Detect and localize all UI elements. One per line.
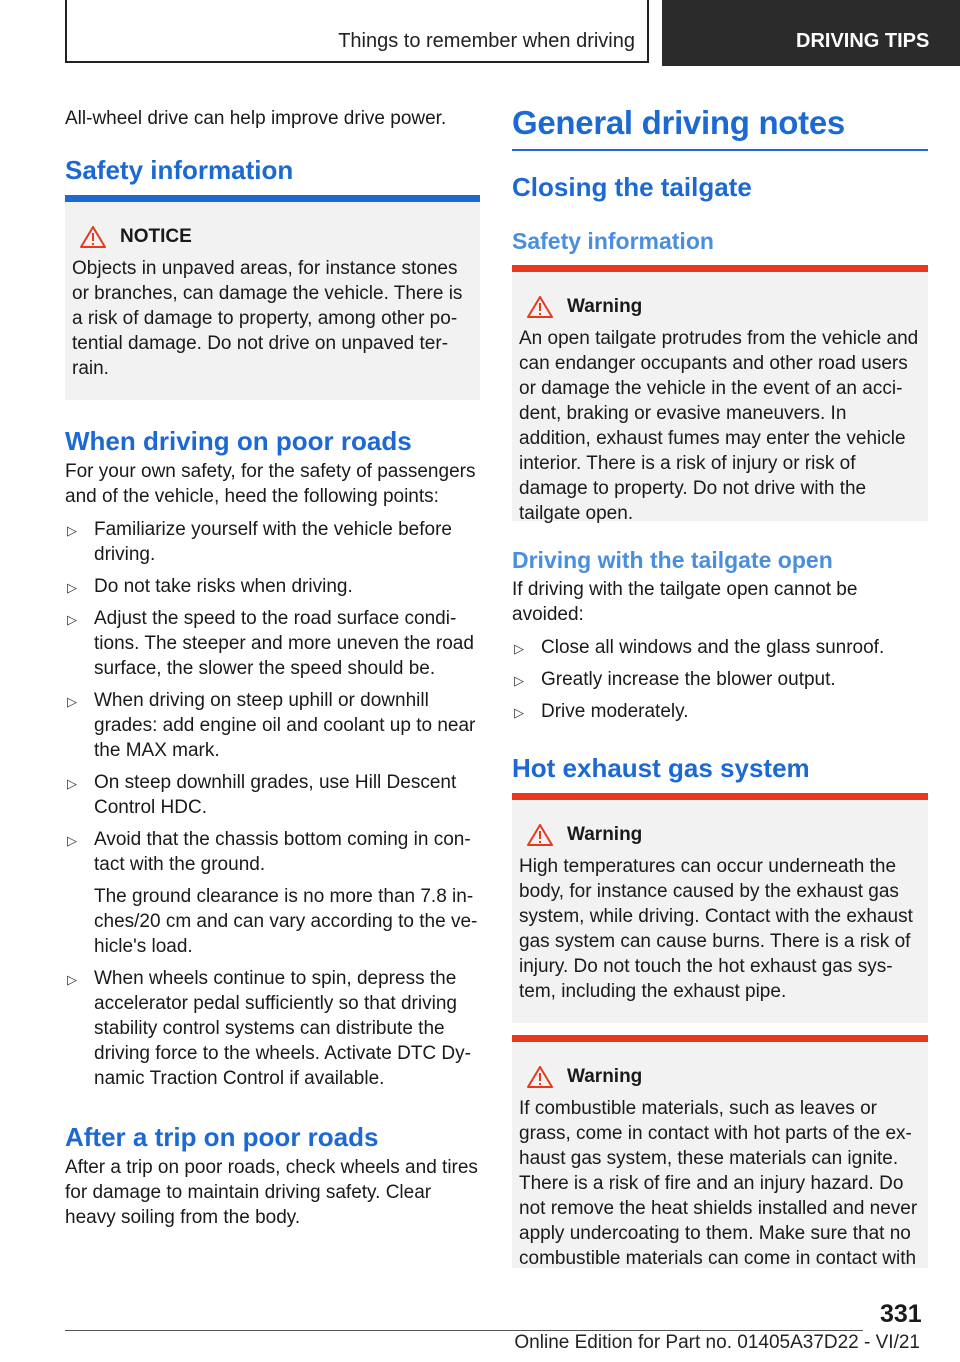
exhaust-warning-box [512, 793, 928, 1023]
intro-text: All-wheel drive can help improve drive power. [65, 108, 447, 129]
notice-text: Objects in unpaved areas, for instance stones or branches, can damage the vehicle. There is a risk of damage to property, among other potential damage. Do not drive on unpaved terrain. [72, 258, 463, 379]
warning-label: Warning [567, 296, 643, 317]
tailgate-open-list [512, 635, 928, 724]
warning-header [519, 1064, 921, 1090]
poor-roads-list [65, 517, 480, 1091]
general-driving-notes-heading: General driving notes [512, 104, 845, 141]
poor-roads-intro: For your own safety, for the safety of passengers and of the vehicle, heed the following points: [65, 461, 476, 507]
list-item: ▷ Drive moderately. [512, 699, 928, 724]
list-item: ▷ On steep downhill grades, use Hill Descent Control HDC. [67, 772, 457, 818]
warning-triangle-icon [527, 824, 553, 846]
footer-edition: Online Edition for Part no. 01405A37D22 - VI/21 [514, 1332, 920, 1353]
warning-text: High temperatures can occur underneath the body, for instance caused by the exhaust gas system, while driving. Contact with the exhaust gas system can cause burns. There is a risk of injury. Do not touch the hot exhaust gas system, including the exhaust pipe. [519, 856, 913, 1002]
after-trip-text: After a trip on poor roads, check wheels and tires for damage to maintain driving safety. Clear heavy soiling from the body. [65, 1157, 478, 1228]
footer-rule [65, 1330, 863, 1331]
header-section-title: Things to remember when driving [338, 30, 635, 52]
triangle-bullet-icon: ▷ [514, 705, 524, 720]
poor-roads-heading: When driving on poor roads [65, 426, 412, 456]
triangle-bullet-icon: ▷ [67, 612, 77, 627]
combustible-warning-box [512, 1035, 928, 1268]
notice-label: NOTICE [120, 226, 192, 247]
notice-header [72, 224, 473, 250]
after-trip-section [65, 1121, 480, 1230]
triangle-bullet-icon: ▷ [514, 673, 524, 688]
warning-label: Warning [567, 1066, 643, 1087]
ground-clearance-note: The ground clearance is no more than 7.8 inches/20 cm and can vary according to the vehicle's load. [94, 886, 478, 957]
list-item: ▷ Close all windows and the glass sunroof. [512, 635, 928, 660]
page-header [0, 0, 960, 66]
warning-text: If combustible materials, such as leaves or grass, come in contact with hot parts of the exhaust gas system, these materials can ignite. There is a risk of fire and an injury hazard. Do not remove the heat shields installed and never apply undercoating to them. Make sure that no combustible materials can come in contact with [519, 1098, 918, 1268]
heading-rule [512, 149, 928, 151]
closing-tailgate-heading: Closing the tailgate [512, 172, 752, 202]
warning-triangle-icon [80, 226, 106, 248]
triangle-bullet-icon: ▷ [67, 972, 77, 987]
triangle-bullet-icon: ▷ [514, 641, 524, 656]
tailgate-open-section [512, 545, 928, 731]
header-chapter-tab[interactable]: DRIVING TIPS [662, 0, 960, 66]
poor-roads-section [65, 425, 480, 1098]
page-number: 331 [880, 1300, 922, 1328]
warning-label: Warning [567, 824, 643, 845]
list-item: ▷ Avoid that the chassis bottom coming in contact with the ground. The ground clearance is no more than 7.8 inches/20 cm and can vary according to the vehicle's load. [65, 827, 480, 959]
warning-triangle-icon [527, 296, 553, 318]
list-item: ▷ When driving on steep uphill or downhill grades: add engine oil and coolant up to near the MAX mark. [67, 690, 476, 761]
list-item: ▷ Greatly increase the blower output. [512, 667, 928, 692]
list-item: ▷ Adjust the speed to the road surface conditions. The steeper and more uneven the road surface, the slower the speed should be. [67, 608, 474, 679]
list-item: ▷ When wheels continue to spin, depress the accelerator pedal sufficiently so that driving stability control systems can distribute the driving force to the wheels. Activate DTC Dynamic Traction Control if available. [67, 968, 471, 1089]
after-trip-heading: After a trip on poor roads [65, 1122, 379, 1152]
triangle-bullet-icon: ▷ [67, 523, 77, 538]
triangle-bullet-icon: ▷ [67, 580, 77, 595]
warning-text: An open tailgate protrudes from the vehicle and can endanger occupants and other road users or damage the vehicle in the event of an accident, braking or evasive maneuvers. In addition, exhaust fumes may enter the vehicle interior. There is a risk of injury or risk of damage to property. Do not drive with the tailgate open. [519, 328, 919, 524]
general-notes-heading-block [512, 103, 928, 151]
warning-header [519, 822, 921, 848]
triangle-bullet-icon: ▷ [67, 833, 77, 848]
warning-header [519, 294, 921, 320]
tailgate-open-heading: Driving with the tailgate open [512, 547, 833, 573]
triangle-bullet-icon: ▷ [67, 694, 77, 709]
safety-information-heading: Safety information [65, 155, 294, 185]
hot-exhaust-heading: Hot exhaust gas system [512, 753, 810, 783]
tailgate-warning-box [512, 265, 928, 524]
list-item: ▷ Familiarize yourself with the vehicle before driving. [67, 519, 452, 565]
triangle-bullet-icon: ▷ [67, 776, 77, 791]
notice-box [65, 195, 480, 400]
tailgate-safety-heading: Safety information [512, 228, 714, 254]
list-item: ▷ Do not take risks when driving. [65, 574, 480, 599]
tailgate-open-intro: If driving with the tailgate open cannot be avoided: [512, 579, 858, 625]
warning-triangle-icon [527, 1066, 553, 1088]
